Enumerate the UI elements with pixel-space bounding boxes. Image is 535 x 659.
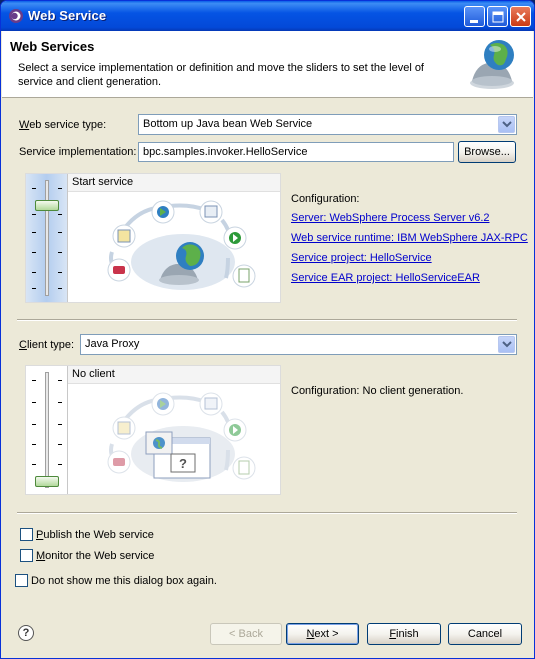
client-lifecycle-illustration — [78, 388, 278, 495]
client-type-combo[interactable] — [80, 334, 517, 355]
web-service-type-value: Bottom up Java bean Web Service — [143, 118, 313, 130]
page-title: Web Services — [10, 39, 95, 54]
wizard-header — [2, 31, 533, 98]
service-implementation-label: Service implementation: — [19, 146, 137, 158]
separator — [17, 319, 517, 321]
web-service-globe-icon — [466, 37, 524, 96]
browse-button[interactable]: Browse... — [458, 141, 516, 163]
maximize-button[interactable] — [487, 6, 508, 27]
back-button[interactable]: < Back — [210, 623, 282, 645]
close-button[interactable] — [510, 6, 531, 27]
dont-show-again-checkbox[interactable] — [15, 574, 28, 587]
service-configuration-title: Configuration: — [291, 193, 360, 205]
window-title: Web Service — [28, 8, 107, 23]
dropdown-arrow-icon[interactable] — [498, 336, 515, 353]
separator — [17, 512, 517, 514]
server-link[interactable]: Server: WebSphere Process Server v6.2 — [291, 212, 490, 224]
client-slider-panel — [25, 365, 281, 495]
publish-label: Publish the Web service — [36, 529, 154, 541]
minimize-button[interactable] — [464, 6, 485, 27]
client-level-text: No client — [68, 366, 280, 384]
service-lifecycle-illustration — [78, 196, 278, 303]
service-slider-thumb[interactable] — [35, 200, 59, 211]
service-level-slider[interactable] — [26, 174, 68, 302]
cancel-button[interactable]: Cancel — [448, 623, 522, 645]
client-configuration-text: Configuration: No client generation. — [291, 385, 464, 397]
runtime-link[interactable]: Web service runtime: IBM WebSphere JAX-RPC — [291, 232, 528, 244]
service-implementation-input[interactable] — [139, 143, 453, 161]
web-service-type-label: Web service type: — [19, 119, 107, 131]
service-project-link[interactable]: Service project: HelloService — [291, 252, 432, 264]
help-icon[interactable]: ? — [18, 625, 34, 641]
eclipse-app-icon — [8, 8, 24, 24]
page-description: Select a service implementation or definition and move the sliders to set the level of service and client generation. — [18, 62, 424, 88]
service-level-text: Start service — [68, 174, 280, 192]
service-implementation-field[interactable] — [138, 142, 454, 162]
client-type-value: Java Proxy — [85, 338, 140, 350]
service-slider-panel — [25, 173, 281, 303]
finish-button[interactable]: Finish — [367, 623, 441, 645]
web-service-type-combo[interactable] — [138, 114, 517, 135]
svg-text:?: ? — [179, 456, 187, 471]
service-ear-project-link[interactable]: Service EAR project: HelloServiceEAR — [291, 272, 480, 284]
monitor-label: Monitor the Web service — [36, 550, 155, 562]
dropdown-arrow-icon[interactable] — [498, 116, 515, 133]
next-button[interactable]: Next > — [286, 623, 359, 645]
title-bar[interactable] — [1, 1, 534, 31]
publish-checkbox[interactable] — [20, 528, 33, 541]
dont-show-again-label: Do not show me this dialog box again. — [31, 575, 217, 587]
client-level-slider[interactable] — [26, 366, 68, 494]
client-type-label: Client type: — [19, 339, 75, 351]
monitor-checkbox[interactable] — [20, 549, 33, 562]
client-slider-thumb[interactable] — [35, 476, 59, 487]
